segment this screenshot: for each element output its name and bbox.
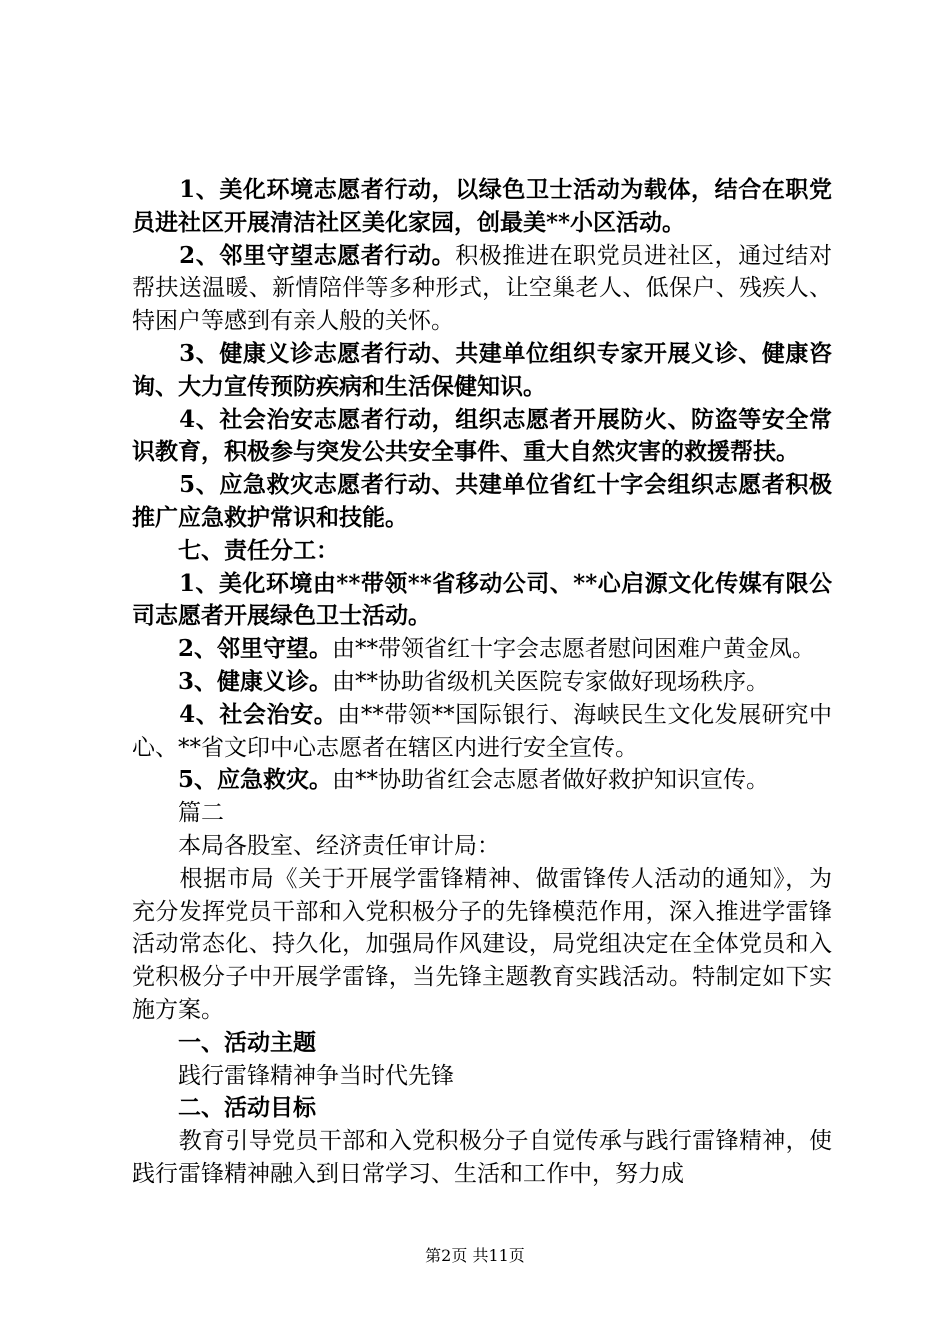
paragraph-text: 教育引导党员干部和入党积极分子自觉传承与践行雷锋精神，使践行雷锋精神融入到日常学习、生活和工作中，努力成 bbox=[132, 1128, 832, 1187]
section-label-part-two bbox=[132, 797, 832, 830]
paragraph-10 bbox=[132, 699, 832, 765]
paragraph-text: 由**协助省红会志愿者做好救护知识宣传。 bbox=[332, 767, 770, 794]
paragraph-5 bbox=[132, 469, 832, 535]
paragraph-heading: 2、邻里守望。 bbox=[132, 635, 333, 663]
paragraph-3 bbox=[132, 338, 832, 404]
paragraph-7 bbox=[132, 568, 832, 634]
paragraph-text: 由**带领省红十字会志愿者慰问困难户黄金凤。 bbox=[332, 636, 816, 663]
section-heading-text: 七、责任分工： bbox=[132, 536, 339, 564]
section-heading-goal bbox=[132, 1092, 832, 1125]
section-heading-text: 一、活动主题 bbox=[132, 1028, 316, 1056]
document-body bbox=[132, 174, 832, 1191]
goal-text bbox=[132, 1125, 832, 1191]
paragraph-11 bbox=[132, 764, 832, 797]
section-heading-text: 二、活动目标 bbox=[132, 1094, 316, 1122]
paragraph-8 bbox=[132, 633, 832, 666]
paragraph-heading: 2、邻里守望志愿者行动。 bbox=[132, 241, 456, 269]
paragraph-text: 3、健康义诊志愿者行动、共建单位组织专家开展义诊、健康咨询、大力宣传预防疾病和生活保健知识。 bbox=[132, 339, 832, 400]
paragraph-text: 5、应急救灾志愿者行动、共建单位省红十字会组织志愿者积极推广应急救护常识和技能。 bbox=[132, 471, 832, 531]
paragraph-1 bbox=[132, 174, 832, 240]
paragraph-text: 本局各股室、经济责任审计局： bbox=[132, 832, 500, 859]
section-heading-theme bbox=[132, 1027, 832, 1060]
addressee-line bbox=[132, 830, 832, 863]
paragraph-text: 篇二 bbox=[132, 800, 224, 827]
theme-text bbox=[132, 1060, 832, 1093]
paragraph-4 bbox=[132, 404, 832, 470]
paragraph-text: 积极推进在职党员进社区，通过结对帮扶送温暖、新情陪伴等多种形式，让空巢老人、低保户、残疾人、特困户等感到有亲人般的关怀。 bbox=[132, 242, 832, 335]
paragraph-text: 根据市局《关于开展学雷锋精神、做雷锋传人活动的通知》，为充分发挥党员干部和入党积极分子的先锋模范作用，深入推进学雷锋活动常态化、持久化，加强局作风建设，局党组决定在全体党员和入党积极分子中开展学雷锋，当先锋主题教育实践活动。特制定如下实施方案。 bbox=[132, 865, 832, 1023]
paragraph-text: 1、美化环境志愿者行动，以绿色卫士活动为载体，结合在职党员进社区开展清洁社区美化家园，创最美**小区活动。 bbox=[132, 176, 832, 236]
paragraph-intro bbox=[132, 863, 832, 1027]
paragraph-text: 践行雷锋精神争当时代先锋 bbox=[132, 1062, 454, 1089]
section-heading-responsibility bbox=[132, 535, 832, 568]
paragraph-text: 由**带领**国际银行、海峡民生文化发展研究中心、**省文印中心志愿者在辖区内进行安全宣传。 bbox=[132, 701, 832, 761]
paragraph-text: 1、美化环境由**带领**省移动公司、**心启源文化传媒有限公司志愿者开展绿色卫士活动。 bbox=[132, 569, 832, 630]
paragraph-text: 4、社会治安志愿者行动，组织志愿者开展防火、防盗等安全常识教育，积极参与突发公共安全事件、重大自然灾害的救援帮扶。 bbox=[132, 405, 832, 466]
paragraph-text: 由**协助省级机关医院专家做好现场秩序。 bbox=[332, 668, 770, 695]
paragraph-heading: 5、应急救灾。 bbox=[132, 766, 333, 794]
paragraph-9 bbox=[132, 666, 832, 699]
paragraph-2 bbox=[132, 240, 832, 338]
paragraph-heading: 4、社会治安。 bbox=[132, 700, 338, 728]
page-number-footer: 第2页 共11页 bbox=[425, 1246, 525, 1265]
paragraph-heading: 3、健康义诊。 bbox=[132, 667, 333, 695]
